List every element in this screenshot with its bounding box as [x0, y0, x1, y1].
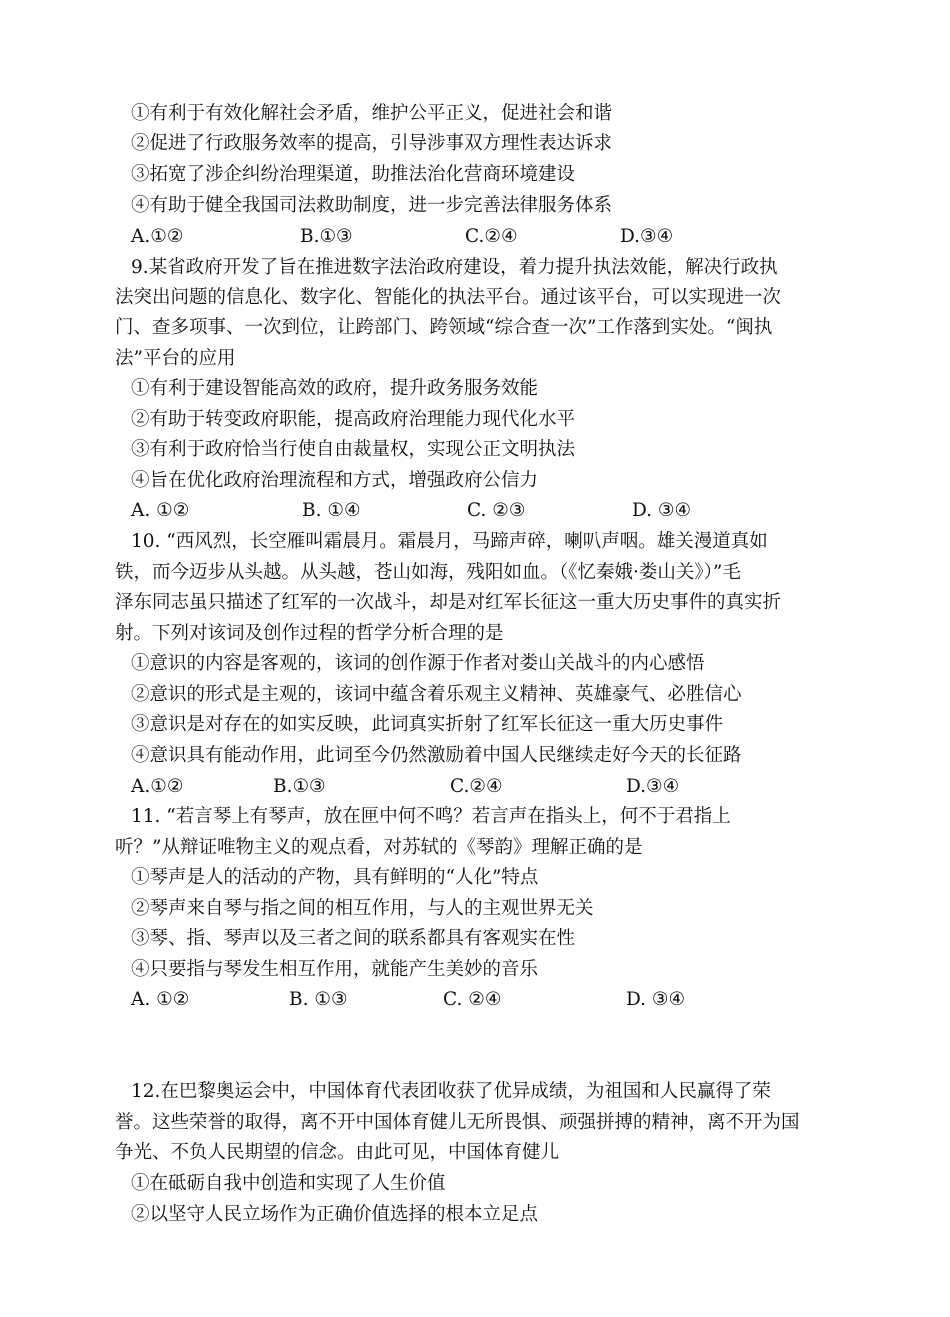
q9-option-3: ③有利于政府恰当行使自由裁量权，实现公正文明执法	[131, 439, 576, 460]
q10-stem-line-1: 10. “西风烈，长空雁叫霜晨月。霜晨月，马蹄声碎，喇叭声咽。雄关漫道真如	[131, 531, 768, 552]
q10-stem-line-3: 泽东同志虽只描述了红军的一次战斗，却是对红军长征这一重大历史事件的真实折	[115, 592, 782, 613]
q9-stem-line-3: 门、查多项事、一次到位，让跨部门、跨领域“综合查一次”工作落到实处。“闽执	[115, 317, 773, 338]
q9-choice-c: C. ②③	[467, 500, 526, 521]
q11-option-1: ①琴声是人的活动的产物，具有鲜明的“人化”特点	[131, 867, 539, 888]
q9-option-2: ②有助于转变政府职能，提高政府治理能力现代化水平	[131, 409, 576, 430]
q10-choice-c: C.②④	[450, 776, 503, 797]
q9-option-4: ④旨在优化政府治理流程和方式，增强政府公信力	[131, 470, 539, 491]
q8-option-3: ③拓宽了涉企纠纷治理渠道，助推法治化营商环境建设	[131, 164, 576, 185]
q10-option-1: ①意识的内容是客观的，该词的创作源于作者对娄山关战斗的内心感悟	[131, 653, 705, 674]
q11-option-2: ②琴声来自琴与指之间的相互作用，与人的主观世界无关	[131, 898, 594, 919]
q11-option-3: ③琴、指、琴声以及三者之间的联系都具有客观实在性	[131, 928, 576, 949]
q8-choice-a: A.①②	[131, 226, 184, 247]
q11-stem-line-2: 听？”从辩证唯物主义的观点看，对苏轼的《琴韵》理解正确的是	[115, 837, 643, 858]
q10-stem-line-4: 射。下列对该词及创作过程的哲学分析合理的是	[115, 623, 504, 644]
q9-choice-d: D. ③④	[632, 500, 692, 521]
q11-choice-d: D. ③④	[626, 989, 686, 1010]
q8-choice-c: C.②④	[465, 226, 518, 247]
q9-option-1: ①有利于建设智能高效的政府，提升政务服务效能	[131, 378, 539, 399]
q8-choice-b: B.①③	[300, 226, 353, 247]
q9-choice-a: A. ①②	[131, 500, 190, 521]
q12-stem-line-3: 争光、不负人民期望的信念。由此可见，中国体育健儿	[115, 1142, 560, 1163]
q12-option-2: ②以坚守人民立场作为正确价值选择的根本立足点	[131, 1204, 539, 1225]
q12-option-1: ①在砥砺自我中创造和实现了人生价值	[131, 1173, 446, 1194]
q8-option-4: ④有助于健全我国司法救助制度，进一步完善法律服务体系	[131, 195, 613, 216]
q11-stem-line-1: 11. “若言琴上有琴声，放在匣中何不鸣？若言声在指头上，何不于君指上	[131, 806, 731, 827]
q10-option-4: ④意识具有能动作用，此词至今仍然激励着中国人民继续走好今天的长征路	[131, 745, 742, 766]
q9-stem-line-4: 法”平台的应用	[115, 348, 236, 369]
q8-option-2: ②促进了行政服务效率的提高，引导涉事双方理性表达诉求	[131, 133, 613, 154]
q10-stem-line-2: 铁，而今迈步从头越。从头越，苍山如海，残阳如血。（《忆秦娥·娄山关》）”毛	[115, 562, 741, 583]
q11-choice-c: C. ②④	[443, 989, 502, 1010]
q11-choice-b: B. ①③	[289, 989, 348, 1010]
q11-option-4: ④只要指与琴发生相互作用，就能产生美妙的音乐	[131, 959, 539, 980]
q10-choice-d: D.③④	[626, 776, 680, 797]
q9-stem-line-2: 法突出问题的信息化、数字化、智能化的执法平台。通过该平台，可以实现进一次	[115, 287, 782, 308]
q11-choice-a: A. ①②	[131, 989, 190, 1010]
q8-choice-d: D.③④	[620, 226, 674, 247]
q10-option-3: ③意识是对存在的如实反映，此词真实折射了红军长征这一重大历史事件	[131, 714, 724, 735]
q12-stem-line-1: 12.在巴黎奥运会中，中国体育代表团收获了优异成绩，为祖国和人民赢得了荣	[131, 1081, 771, 1102]
q12-stem-line-2: 誉。这些荣誉的取得，离不开中国体育健儿无所畏惧、顽强拼搏的精神，离不开为国	[115, 1112, 800, 1133]
q9-stem-line-1: 9.某省政府开发了旨在推进数字法治政府建设，着力提升执法效能，解决行政执	[131, 257, 778, 278]
q9-choice-b: B. ①④	[302, 500, 361, 521]
q10-choice-b: B.①③	[273, 776, 326, 797]
q10-option-2: ②意识的形式是主观的，该词中蕴含着乐观主义精神、英雄豪气、必胜信心	[131, 684, 742, 705]
q10-choice-a: A.①②	[131, 776, 184, 797]
q8-option-1: ①有利于有效化解社会矛盾，维护公平正义，促进社会和谐	[131, 103, 613, 124]
